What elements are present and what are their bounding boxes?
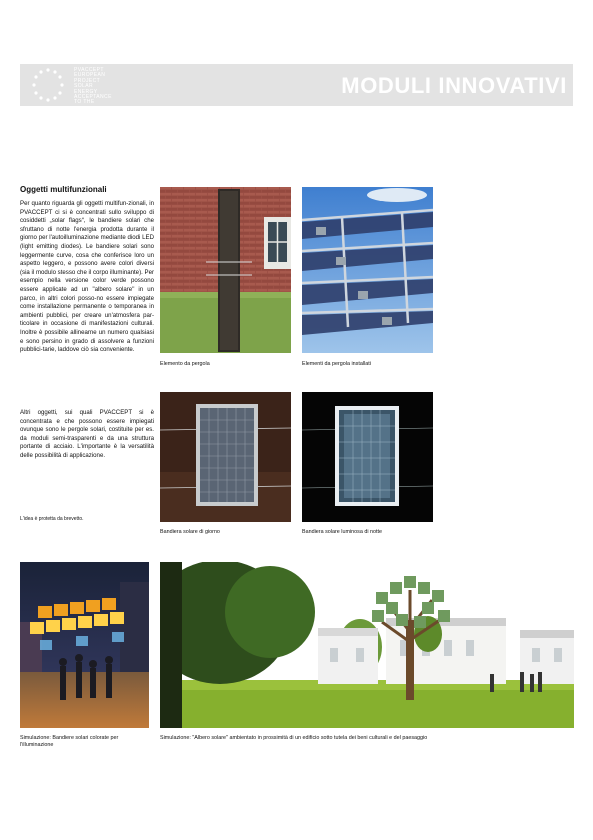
logo-line: PVACCEPT xyxy=(74,67,104,73)
caption-sim-tree: Simulazione: "Albero solare" ambientato in prossimità di un edificio sotto tutela dei beni culturali e del paesaggio xyxy=(160,735,428,741)
body-paragraph-2: Altri oggetti, sui quali PVACCEPT si è concentrata e che possono essere impiegati ovunque sono le pergole solari, costituite per es. da moduli semi-trasparenti e da una struttura portante di acciaio. L'importante è la versatilità delle possibilità di applicazione. xyxy=(20,409,154,459)
page-title: MODULI INNOVATIVI xyxy=(341,73,567,98)
caption-pergola-element: Elemento da pergola xyxy=(160,361,210,367)
logo-line: ACCEPTANCE xyxy=(74,94,112,101)
logo-line: TO THE xyxy=(74,99,95,106)
logo-line: SOLAR xyxy=(74,83,93,90)
logo-line: ENERGY xyxy=(74,88,98,95)
patent-note: L'idea è protetta da brevetto. xyxy=(20,516,84,522)
photo-flag-day xyxy=(160,392,291,522)
caption-pergola-installed: Elementi da pergola installati xyxy=(302,361,371,367)
logo-line: EUROPEAN xyxy=(74,72,106,79)
caption-sim-flags: Simulazione: Bandiere solari colorate per l'illuminazione xyxy=(20,735,119,748)
photo-pergola-element xyxy=(160,187,291,353)
photo-pergola-installed xyxy=(302,187,433,353)
caption-flag-night: Bandiera solare luminosa di notte xyxy=(302,529,383,535)
eu-stars-icon xyxy=(24,66,74,104)
caption-flag-day: Bandiera solare di giorno xyxy=(160,529,220,535)
page-header xyxy=(20,64,573,106)
photo-sim-flags xyxy=(20,562,149,728)
section-heading: Oggetti multifunzionali xyxy=(20,185,107,194)
photo-sim-tree xyxy=(160,562,574,728)
logo-text xyxy=(74,68,112,106)
logo-line: PROJECT xyxy=(74,77,101,84)
pvaccept-logo xyxy=(24,66,134,104)
body-paragraph-1: Per quanto riguarda gli oggetti multifun-zionali, in PVACCEPT ci si è concentrati sullo sviluppo di cosiddetti „solar flags“, le bandiere solari che sfruttano di notte l'energia prodotta durante il giorno per l'autoilluminazione mediante diodi LED (light emitting diodes). Le bandiere solari sono leggermente curve, cosa che conferisce loro un aspetto leggero, e possono avere colori diversi (sia il modulo stesso che il corpo illuminante). Per esempio nella versione color verde possono essere applicate ad un "albero solare" in un parco, in altri colori posso-no essere impiegate come installazione permanente o temporanea in ambienti pubblici, per creare un'atmosfera par-ticolare in occasione di manifestazioni culturali. Inoltre è possibile allinearne un numero qualsiasi e sono persino in grado di assolvere a funzioni pubblici-tarie, laddove ciò sia conveniente. xyxy=(20,200,154,354)
photo-flag-night xyxy=(302,392,433,522)
